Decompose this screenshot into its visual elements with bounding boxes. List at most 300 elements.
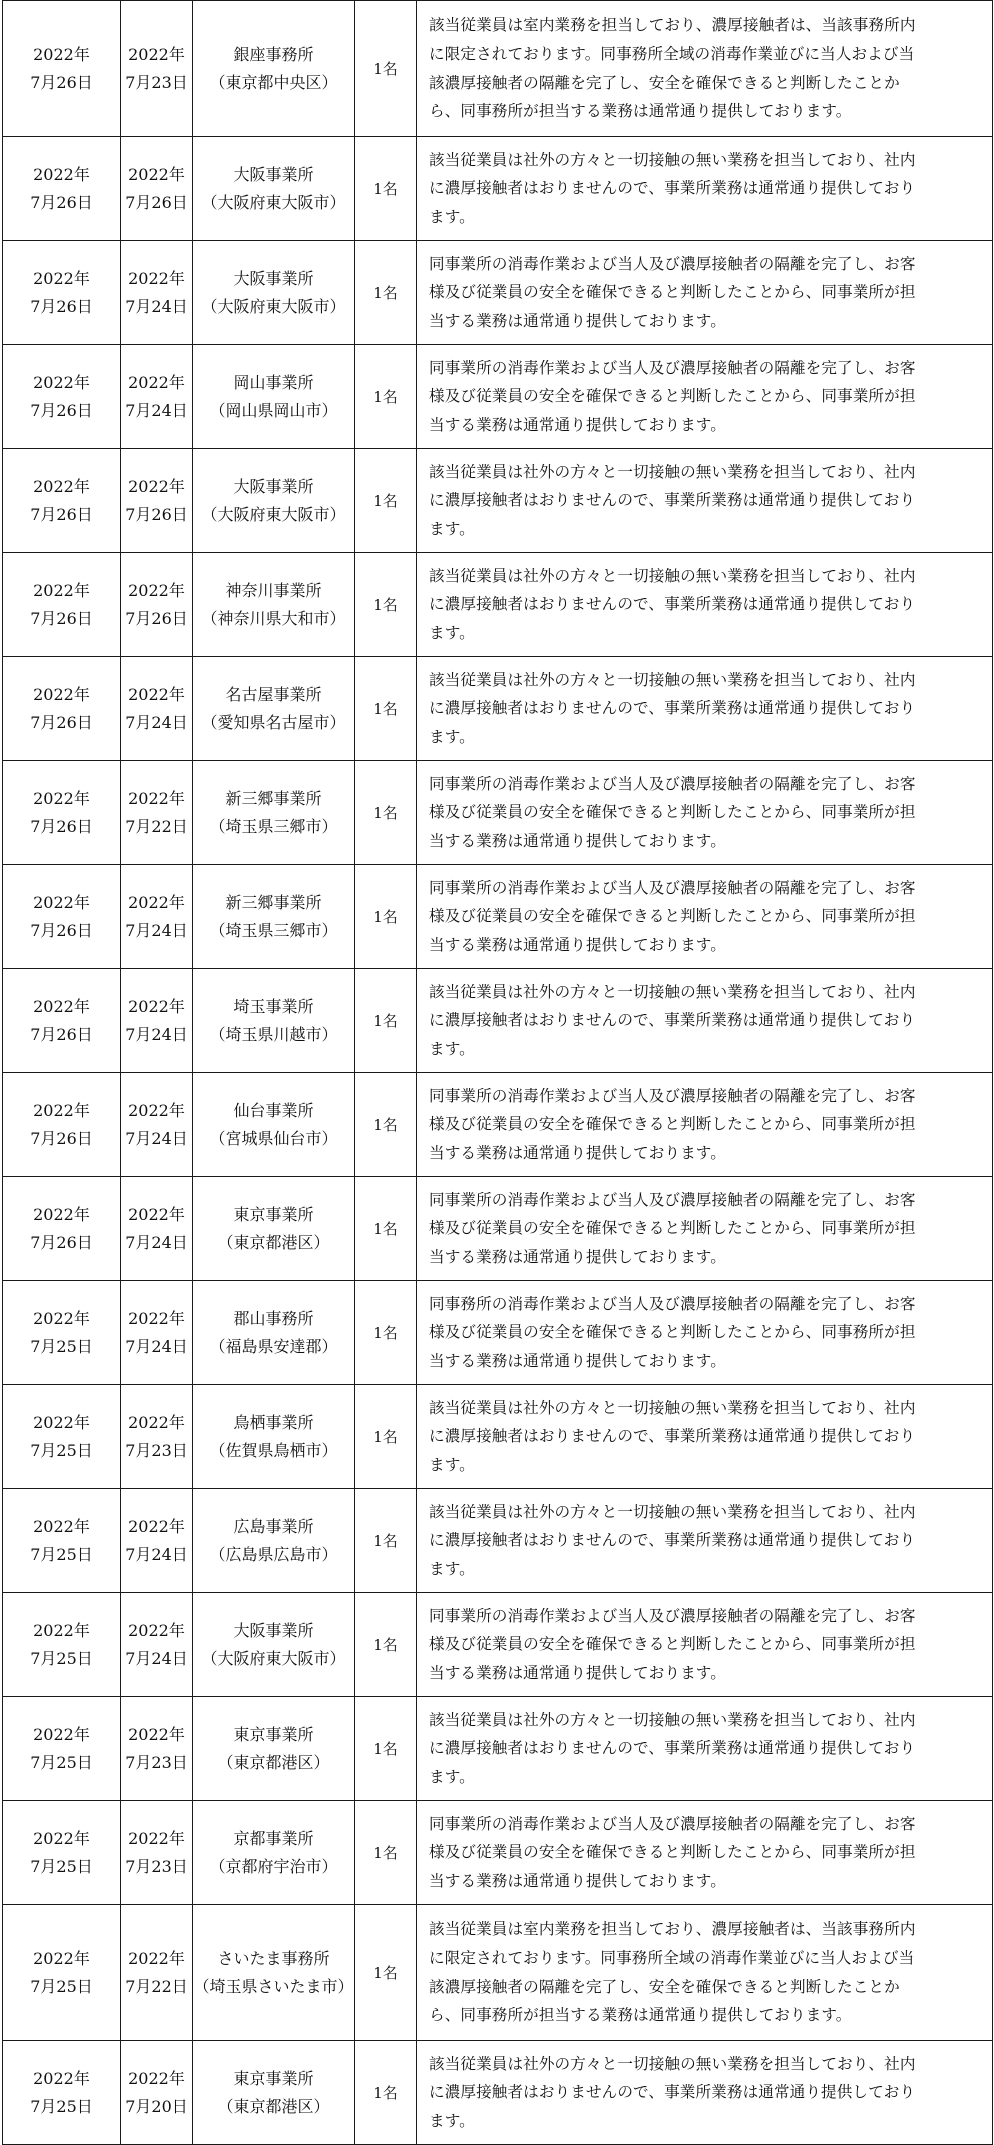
- count-cell: [355, 1489, 417, 1593]
- note-line: ます。: [429, 1559, 475, 1578]
- office-line: （大阪府東大阪市）: [201, 1648, 346, 1668]
- announced-date-line: 7月26日: [30, 816, 93, 836]
- confirmed-date-line: 2022年: [128, 1620, 185, 1640]
- office-line: （埼玉県三郷市）: [209, 920, 338, 940]
- confirmed-date-line: 7月24日: [125, 1544, 188, 1564]
- confirmed-date-line: 7月23日: [125, 72, 188, 92]
- announced-date-cell: [3, 241, 121, 345]
- office-line: （埼玉県川越市）: [209, 1024, 338, 1044]
- count-text: 1名: [373, 59, 398, 78]
- confirmed-date-cell: [121, 2041, 193, 2145]
- table-row: [3, 865, 993, 969]
- note-line: ます。: [429, 727, 475, 746]
- announced-date-line: 2022年: [33, 268, 90, 288]
- note-line: 当する業務は通常通り提供しております。: [429, 311, 726, 330]
- note-line: 該当従業員は社外の方々と一切接触の無い業務を担当しており、社内: [429, 670, 916, 689]
- note-line: 同事業所の消毒作業および当人及び濃厚接触者の隔離を完了し、お客: [429, 1190, 916, 1209]
- announced-date-line: 2022年: [33, 996, 90, 1016]
- note-cell: [417, 657, 993, 761]
- office-cell: [193, 449, 355, 553]
- office-line: （東京都港区）: [217, 1232, 330, 1252]
- announced-date-line: 7月25日: [30, 1856, 93, 1876]
- confirmed-date-line: 2022年: [128, 1100, 185, 1120]
- confirmed-date-line: 7月23日: [125, 1752, 188, 1772]
- count-cell: [355, 1801, 417, 1905]
- count-cell: [355, 657, 417, 761]
- announced-date-line: 2022年: [33, 1204, 90, 1224]
- confirmed-date-line: 7月24日: [125, 1232, 188, 1252]
- office-line: （広島県広島市）: [209, 1544, 338, 1564]
- count-cell: [355, 865, 417, 969]
- announced-date-cell: [3, 449, 121, 553]
- note-line: 当する業務は通常通り提供しております。: [429, 1247, 726, 1266]
- note-line: 同事業所の消毒作業および当人及び濃厚接触者の隔離を完了し、お客: [429, 878, 916, 897]
- count-cell: [355, 1, 417, 137]
- note-line: 当する業務は通常通り提供しております。: [429, 1143, 726, 1162]
- confirmed-date-line: 2022年: [128, 1724, 185, 1744]
- announced-date-line: 7月26日: [30, 72, 93, 92]
- announced-date-cell: [3, 969, 121, 1073]
- note-line: に濃厚接触者はおりませんので、事業所業務は通常通り提供しており: [429, 179, 916, 198]
- confirmed-date-line: 2022年: [128, 164, 185, 184]
- office-cell: [193, 1593, 355, 1697]
- confirmed-date-line: 2022年: [128, 44, 185, 64]
- office-cell: [193, 1905, 355, 2041]
- confirmed-date-line: 2022年: [128, 684, 185, 704]
- note-line: に濃厚接触者はおりませんので、事業所業務は通常通り提供しており: [429, 1531, 916, 1550]
- note-line: に濃厚接触者はおりませんので、事業所業務は通常通り提供しており: [429, 491, 916, 510]
- note-line: に限定されております。同事務所全域の消毒作業並びに当人および当: [429, 44, 915, 63]
- confirmed-date-line: 7月23日: [125, 1856, 188, 1876]
- office-line: （佐賀県鳥栖市）: [209, 1440, 338, 1460]
- office-line: （宮城県仙台市）: [209, 1128, 338, 1148]
- announced-date-line: 2022年: [33, 164, 90, 184]
- office-line: （福島県安達郡）: [209, 1336, 338, 1356]
- count-text: 1名: [373, 387, 398, 406]
- announced-date-line: 7月26日: [30, 1232, 93, 1252]
- note-line: 様及び従業員の安全を確保できると判断したことから、同事業所が担: [429, 803, 916, 822]
- announced-date-cell: [3, 1593, 121, 1697]
- note-line: ます。: [429, 207, 475, 226]
- note-line: 該濃厚接触者の隔離を完了し、安全を確保できると判断したことか: [429, 73, 900, 92]
- office-cell: [193, 241, 355, 345]
- table-row: [3, 1385, 993, 1489]
- confirmed-date-line: 7月24日: [125, 296, 188, 316]
- note-line: 該当従業員は社外の方々と一切接触の無い業務を担当しており、社内: [429, 982, 916, 1001]
- note-line: 様及び従業員の安全を確保できると判断したことから、同事業所が担: [429, 283, 916, 302]
- office-line: 東京事業所: [233, 1204, 314, 1224]
- office-line: さいたま事務所: [217, 1948, 330, 1968]
- announced-date-cell: [3, 345, 121, 449]
- confirmed-date-line: 7月24日: [125, 1336, 188, 1356]
- note-line: 当する業務は通常通り提供しております。: [429, 1871, 726, 1890]
- confirmed-date-line: 2022年: [128, 268, 185, 288]
- announced-date-line: 7月25日: [30, 1976, 93, 1996]
- office-cell: [193, 2041, 355, 2145]
- announced-date-cell: [3, 1177, 121, 1281]
- count-text: 1名: [373, 2083, 398, 2102]
- announced-date-line: 7月26日: [30, 1024, 93, 1044]
- note-line: に濃厚接触者はおりませんので、事業所業務は通常通り提供しており: [429, 1739, 916, 1758]
- office-line: 東京事業所: [233, 2068, 314, 2088]
- confirmed-date-cell: [121, 1801, 193, 1905]
- notice-table-body: [3, 1, 993, 2145]
- announced-date-line: 2022年: [33, 1308, 90, 1328]
- count-cell: [355, 1905, 417, 2041]
- count-text: 1名: [373, 1427, 398, 1446]
- confirmed-date-cell: [121, 449, 193, 553]
- count-text: 1名: [373, 1963, 398, 1982]
- count-text: 1名: [373, 803, 398, 822]
- note-line: 様及び従業員の安全を確保できると判断したことから、同事業所が担: [429, 1219, 916, 1238]
- table-row: [3, 449, 993, 553]
- count-cell: [355, 241, 417, 345]
- confirmed-date-cell: [121, 1177, 193, 1281]
- note-line: 該当従業員は社外の方々と一切接触の無い業務を担当しており、社内: [429, 462, 916, 481]
- count-cell: [355, 1697, 417, 1801]
- announced-date-line: 7月26日: [30, 400, 93, 420]
- confirmed-date-cell: [121, 1073, 193, 1177]
- count-text: 1名: [373, 1843, 398, 1862]
- note-line: に濃厚接触者はおりませんので、事業所業務は通常通り提供しており: [429, 1011, 916, 1030]
- office-line: （京都府宇治市）: [209, 1856, 338, 1876]
- count-text: 1名: [373, 1531, 398, 1550]
- confirmed-date-line: 7月22日: [125, 816, 188, 836]
- note-line: 当する業務は通常通り提供しております。: [429, 1663, 726, 1682]
- announced-date-line: 7月26日: [30, 296, 93, 316]
- announced-date-line: 2022年: [33, 1620, 90, 1640]
- note-cell: [417, 553, 993, 657]
- announced-date-line: 2022年: [33, 1724, 90, 1744]
- count-cell: [355, 1593, 417, 1697]
- office-line: 郡山事務所: [233, 1308, 314, 1328]
- note-line: ら、同事務所が担当する業務は通常通り提供しております。: [429, 102, 852, 121]
- note-line: 該当従業員は社外の方々と一切接触の無い業務を担当しており、社内: [429, 1710, 916, 1729]
- announced-date-line: 7月25日: [30, 2096, 93, 2116]
- office-cell: [193, 1385, 355, 1489]
- confirmed-date-line: 7月24日: [125, 712, 188, 732]
- office-line: （大阪府東大阪市）: [201, 504, 346, 524]
- table-row: [3, 1177, 993, 1281]
- confirmed-date-line: 7月24日: [125, 1128, 188, 1148]
- note-line: 同事業所の消毒作業および当人及び濃厚接触者の隔離を完了し、お客: [429, 1086, 916, 1105]
- announced-date-cell: [3, 553, 121, 657]
- announced-date-line: 2022年: [33, 1828, 90, 1848]
- announced-date-cell: [3, 1697, 121, 1801]
- note-line: 該当従業員は室内業務を担当しており、濃厚接触者は、当該事務所内: [429, 1920, 916, 1939]
- count-text: 1名: [373, 1635, 398, 1654]
- count-text: 1名: [373, 179, 398, 198]
- office-cell: [193, 1177, 355, 1281]
- confirmed-date-line: 2022年: [128, 580, 185, 600]
- office-line: 鳥栖事業所: [233, 1412, 314, 1432]
- table-row: [3, 969, 993, 1073]
- note-line: ます。: [429, 1455, 475, 1474]
- confirmed-date-line: 2022年: [128, 1516, 185, 1536]
- confirmed-date-cell: [121, 969, 193, 1073]
- announced-date-line: 2022年: [33, 1100, 90, 1120]
- announced-date-line: 7月26日: [30, 608, 93, 628]
- count-cell: [355, 1177, 417, 1281]
- office-cell: [193, 1801, 355, 1905]
- note-line: 様及び従業員の安全を確保できると判断したことから、同事業所が担: [429, 907, 916, 926]
- office-line: 新三郷事業所: [225, 892, 322, 912]
- announced-date-line: 7月26日: [30, 192, 93, 212]
- note-line: 当する業務は通常通り提供しております。: [429, 415, 726, 434]
- announced-date-line: 2022年: [33, 476, 90, 496]
- confirmed-date-line: 2022年: [128, 1828, 185, 1848]
- office-line: 広島事業所: [233, 1516, 314, 1536]
- office-line: （大阪府東大阪市）: [201, 296, 346, 316]
- note-line: 同事業所の消毒作業および当人及び濃厚接触者の隔離を完了し、お客: [429, 254, 916, 273]
- table-row: [3, 553, 993, 657]
- note-line: 該当従業員は社外の方々と一切接触の無い業務を担当しており、社内: [429, 150, 916, 169]
- confirmed-date-cell: [121, 865, 193, 969]
- note-line: 様及び従業員の安全を確保できると判断したことから、同事業所が担: [429, 1115, 916, 1134]
- count-text: 1名: [373, 283, 398, 302]
- table-row: [3, 1, 993, 137]
- office-cell: [193, 1697, 355, 1801]
- announced-date-line: 7月26日: [30, 920, 93, 940]
- announced-date-line: 7月26日: [30, 712, 93, 732]
- count-cell: [355, 553, 417, 657]
- office-line: （東京都港区）: [217, 2096, 330, 2116]
- count-cell: [355, 345, 417, 449]
- announced-date-line: 2022年: [33, 1412, 90, 1432]
- note-line: ます。: [429, 519, 475, 538]
- table-row: [3, 1697, 993, 1801]
- note-cell: [417, 449, 993, 553]
- announced-date-line: 2022年: [33, 788, 90, 808]
- announced-date-cell: [3, 1073, 121, 1177]
- announced-date-cell: [3, 1385, 121, 1489]
- note-line: 同事業所の消毒作業および当人及び濃厚接触者の隔離を完了し、お客: [429, 774, 916, 793]
- note-line: 同事業所の消毒作業および当人及び濃厚接触者の隔離を完了し、お客: [429, 358, 916, 377]
- announced-date-line: 7月25日: [30, 1752, 93, 1772]
- office-line: （東京都中央区）: [209, 72, 338, 92]
- confirmed-date-cell: [121, 553, 193, 657]
- announced-date-line: 2022年: [33, 2068, 90, 2088]
- office-cell: [193, 553, 355, 657]
- note-line: 該濃厚接触者の隔離を完了し、安全を確保できると判断したことか: [429, 1977, 900, 1996]
- count-cell: [355, 2041, 417, 2145]
- confirmed-date-cell: [121, 1905, 193, 2041]
- announced-date-line: 2022年: [33, 1516, 90, 1536]
- count-text: 1名: [373, 1219, 398, 1238]
- announced-date-line: 7月26日: [30, 1128, 93, 1148]
- announced-date-line: 7月25日: [30, 1648, 93, 1668]
- table-row: [3, 1801, 993, 1905]
- announced-date-line: 2022年: [33, 372, 90, 392]
- note-cell: [417, 1697, 993, 1801]
- announced-date-cell: [3, 865, 121, 969]
- note-cell: [417, 969, 993, 1073]
- note-cell: [417, 1801, 993, 1905]
- table-row: [3, 761, 993, 865]
- office-cell: [193, 345, 355, 449]
- notice-table: [2, 0, 993, 2145]
- table-row: [3, 1281, 993, 1385]
- announced-date-line: 2022年: [33, 44, 90, 64]
- note-cell: [417, 1593, 993, 1697]
- confirmed-date-line: 2022年: [128, 1948, 185, 1968]
- office-line: （愛知県名古屋市）: [201, 712, 346, 732]
- table-row: [3, 657, 993, 761]
- office-line: （埼玉県三郷市）: [209, 816, 338, 836]
- note-line: 該当従業員は室内業務を担当しており、濃厚接触者は、当該事務所内: [429, 16, 916, 35]
- confirmed-date-cell: [121, 1489, 193, 1593]
- office-line: 仙台事業所: [233, 1100, 314, 1120]
- count-cell: [355, 449, 417, 553]
- count-text: 1名: [373, 1739, 398, 1758]
- office-cell: [193, 137, 355, 241]
- note-line: に濃厚接触者はおりませんので、事業所業務は通常通り提供しており: [429, 595, 916, 614]
- note-line: ます。: [429, 1039, 475, 1058]
- confirmed-date-cell: [121, 137, 193, 241]
- office-line: 大阪事業所: [233, 476, 314, 496]
- table-row: [3, 345, 993, 449]
- confirmed-date-cell: [121, 1697, 193, 1801]
- note-line: ら、同事務所が担当する業務は通常通り提供しております。: [429, 2006, 852, 2025]
- count-text: 1名: [373, 1011, 398, 1030]
- office-line: （神奈川県大和市）: [201, 608, 346, 628]
- office-line: 銀座事務所: [233, 44, 314, 64]
- confirmed-date-line: 2022年: [128, 1412, 185, 1432]
- table-row: [3, 137, 993, 241]
- count-text: 1名: [373, 1115, 398, 1134]
- confirmed-date-cell: [121, 241, 193, 345]
- confirmed-date-line: 7月24日: [125, 920, 188, 940]
- note-line: ます。: [429, 623, 475, 642]
- table-row: [3, 1593, 993, 1697]
- note-line: 当する業務は通常通り提供しております。: [429, 935, 726, 954]
- confirmed-date-line: 7月24日: [125, 1024, 188, 1044]
- note-line: ます。: [429, 1767, 475, 1786]
- table-row: [3, 1489, 993, 1593]
- confirmed-date-cell: [121, 345, 193, 449]
- announced-date-cell: [3, 657, 121, 761]
- office-cell: [193, 1, 355, 137]
- office-line: （大阪府東大阪市）: [201, 192, 346, 212]
- note-line: 同事務所の消毒作業および当人及び濃厚接触者の隔離を完了し、お客: [429, 1294, 916, 1313]
- table-row: [3, 241, 993, 345]
- table-row: [3, 1073, 993, 1177]
- note-cell: [417, 345, 993, 449]
- office-cell: [193, 1281, 355, 1385]
- note-line: 当する業務は通常通り提供しております。: [429, 1351, 726, 1370]
- note-line: 様及び従業員の安全を確保できると判断したことから、同事業所が担: [429, 1635, 916, 1654]
- confirmed-date-cell: [121, 657, 193, 761]
- confirmed-date-line: 7月26日: [125, 192, 188, 212]
- note-cell: [417, 1905, 993, 2041]
- count-cell: [355, 1073, 417, 1177]
- confirmed-date-line: 2022年: [128, 996, 185, 1016]
- announced-date-cell: [3, 2041, 121, 2145]
- announced-date-cell: [3, 137, 121, 241]
- confirmed-date-line: 7月20日: [125, 2096, 188, 2116]
- office-line: 岡山事業所: [233, 372, 314, 392]
- announced-date-cell: [3, 1, 121, 137]
- confirmed-date-cell: [121, 1281, 193, 1385]
- confirmed-date-cell: [121, 1385, 193, 1489]
- office-cell: [193, 865, 355, 969]
- confirmed-date-line: 7月26日: [125, 608, 188, 628]
- note-line: 当する業務は通常通り提供しております。: [429, 831, 726, 850]
- office-cell: [193, 969, 355, 1073]
- confirmed-date-line: 7月26日: [125, 504, 188, 524]
- announced-date-cell: [3, 1489, 121, 1593]
- announced-date-line: 7月25日: [30, 1544, 93, 1564]
- note-cell: [417, 1, 993, 137]
- announced-date-cell: [3, 761, 121, 865]
- announced-date-line: 7月25日: [30, 1336, 93, 1356]
- announced-date-line: 2022年: [33, 580, 90, 600]
- confirmed-date-line: 7月23日: [125, 1440, 188, 1460]
- confirmed-date-line: 2022年: [128, 2068, 185, 2088]
- count-text: 1名: [373, 595, 398, 614]
- office-cell: [193, 761, 355, 865]
- confirmed-date-line: 2022年: [128, 892, 185, 912]
- office-cell: [193, 1073, 355, 1177]
- confirmed-date-line: 2022年: [128, 476, 185, 496]
- note-cell: [417, 865, 993, 969]
- office-line: 大阪事業所: [233, 1620, 314, 1640]
- announced-date-line: 2022年: [33, 1948, 90, 1968]
- table-row: [3, 2041, 993, 2145]
- office-line: 新三郷事業所: [225, 788, 322, 808]
- note-cell: [417, 137, 993, 241]
- count-cell: [355, 1385, 417, 1489]
- note-cell: [417, 1385, 993, 1489]
- count-text: 1名: [373, 491, 398, 510]
- note-cell: [417, 2041, 993, 2145]
- count-cell: [355, 761, 417, 865]
- note-line: 同事業所の消毒作業および当人及び濃厚接触者の隔離を完了し、お客: [429, 1606, 916, 1625]
- note-line: 様及び従業員の安全を確保できると判断したことから、同事業所が担: [429, 387, 916, 406]
- table-row: [3, 1905, 993, 2041]
- office-line: （埼玉県さいたま市）: [193, 1976, 354, 1996]
- announced-date-cell: [3, 1905, 121, 2041]
- office-line: 大阪事業所: [233, 164, 314, 184]
- count-cell: [355, 137, 417, 241]
- note-line: に濃厚接触者はおりませんので、事業所業務は通常通り提供しており: [429, 699, 916, 718]
- count-text: 1名: [373, 699, 398, 718]
- confirmed-date-line: 7月24日: [125, 1648, 188, 1668]
- office-line: 名古屋事業所: [225, 684, 322, 704]
- note-cell: [417, 761, 993, 865]
- confirmed-date-cell: [121, 1, 193, 137]
- announced-date-line: 7月25日: [30, 1440, 93, 1460]
- note-cell: [417, 1177, 993, 1281]
- office-line: 神奈川事業所: [225, 580, 322, 600]
- note-cell: [417, 1489, 993, 1593]
- note-line: 様及び従業員の安全を確保できると判断したことから、同事務所が担: [429, 1323, 916, 1342]
- office-cell: [193, 657, 355, 761]
- announced-date-line: 2022年: [33, 684, 90, 704]
- confirmed-date-line: 2022年: [128, 1204, 185, 1224]
- confirmed-date-cell: [121, 761, 193, 865]
- confirmed-date-line: 2022年: [128, 1308, 185, 1328]
- note-line: 該当従業員は社外の方々と一切接触の無い業務を担当しており、社内: [429, 1502, 916, 1521]
- announced-date-line: 2022年: [33, 892, 90, 912]
- office-line: 埼玉事業所: [233, 996, 314, 1016]
- note-cell: [417, 1073, 993, 1177]
- confirmed-date-line: 7月22日: [125, 1976, 188, 1996]
- note-line: 様及び従業員の安全を確保できると判断したことから、同事業所が担: [429, 1843, 916, 1862]
- note-line: 該当従業員は社外の方々と一切接触の無い業務を担当しており、社内: [429, 1398, 916, 1417]
- office-cell: [193, 1489, 355, 1593]
- note-line: ます。: [429, 2111, 475, 2130]
